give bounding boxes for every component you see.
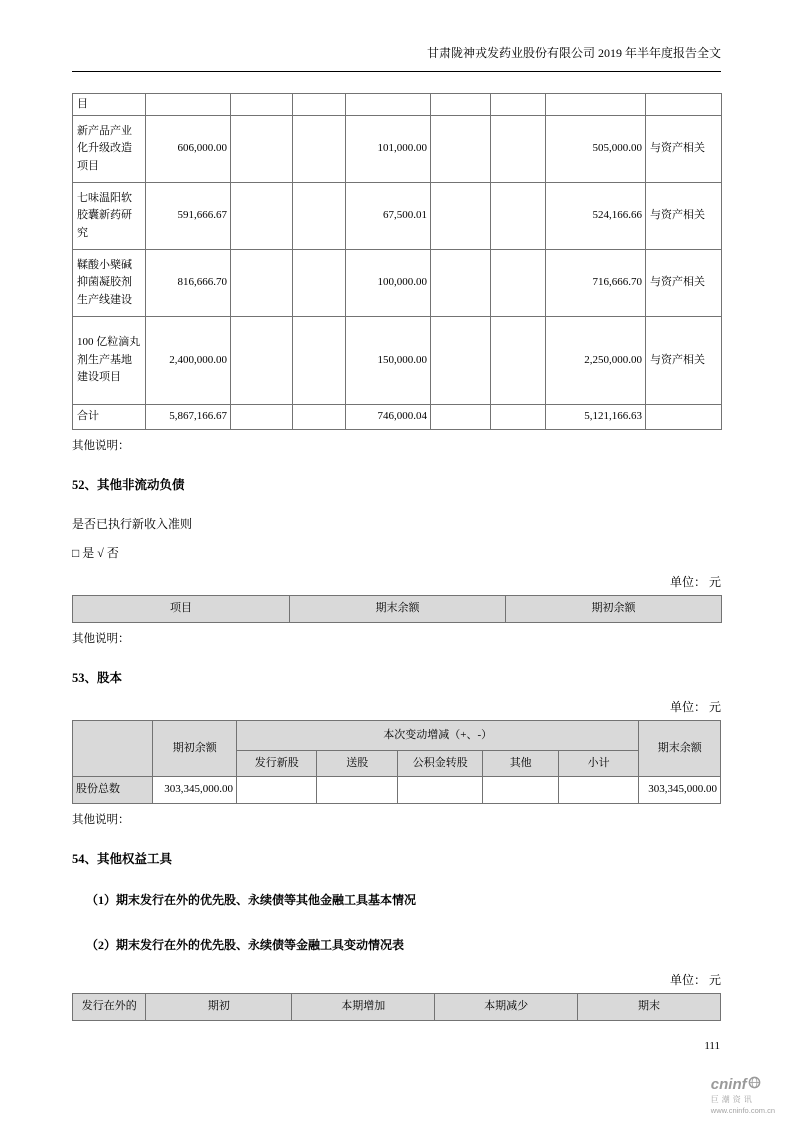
column-header-closing-balance: 期末余额 — [639, 721, 721, 777]
table-row — [73, 777, 721, 804]
closing-amount-cell: 303,345,000.00 — [639, 777, 721, 804]
empty-cell — [317, 777, 397, 804]
empty-cell — [491, 116, 546, 183]
table-header-row — [73, 721, 721, 751]
column-header-bonus-shares: 送股 — [317, 751, 397, 777]
column-header-period-decrease: 本期减少 — [435, 994, 578, 1021]
unit-label: 单位： 元 — [669, 700, 721, 715]
table-row — [73, 250, 722, 317]
empty-cell — [558, 777, 639, 804]
empty-cell — [491, 93, 546, 116]
empty-cell — [431, 116, 491, 183]
column-header-other: 其他 — [483, 751, 558, 777]
decrease-amount-cell: 101,000.00 — [346, 116, 431, 183]
column-header-reserve-conversion: 公积金转股 — [397, 751, 483, 777]
empty-cell — [546, 93, 646, 116]
empty-cell — [231, 317, 293, 405]
equity-instruments-table — [72, 993, 721, 1021]
empty-cell — [231, 405, 293, 430]
carryover-cell: 目 — [73, 93, 146, 116]
empty-cell — [491, 183, 546, 250]
empty-cell — [293, 405, 346, 430]
column-group-change: 本次变动增减（+、-） — [236, 721, 638, 751]
section-52-heading: 52、其他非流动负债 — [72, 478, 185, 493]
section-54-sub1: （1）期末发行在外的优先股、永续债等其他金融工具基本情况 — [86, 893, 417, 908]
total-label-cell: 合计 — [73, 405, 146, 430]
empty-cell — [431, 183, 491, 250]
project-name-cell: 新产品产业化升级改造项目 — [73, 116, 146, 183]
table-row — [73, 93, 722, 116]
table-row — [73, 116, 722, 183]
cninfo-url: www.cninfo.com.cn — [710, 1106, 775, 1115]
closing-amount-cell: 2,250,000.00 — [546, 317, 646, 405]
cninfo-brand-text: cninf — [710, 1075, 747, 1093]
empty-cell — [231, 116, 293, 183]
column-header-closing-balance: 期末余额 — [290, 596, 506, 623]
column-header-opening: 期初 — [146, 994, 292, 1021]
empty-cell — [397, 777, 483, 804]
empty-cell — [491, 405, 546, 430]
closing-amount-cell: 524,166.66 — [546, 183, 646, 250]
empty-cell — [483, 777, 558, 804]
empty-cell — [646, 405, 722, 430]
empty-cell — [491, 317, 546, 405]
unit-label: 单位： 元 — [669, 575, 721, 590]
empty-cell — [646, 93, 722, 116]
other-notes-label: 其他说明： — [72, 440, 130, 453]
other-noncurrent-liabilities-table — [72, 595, 722, 623]
empty-cell — [236, 777, 316, 804]
empty-cell — [293, 250, 346, 317]
report-title: 甘肃陇神戎发药业股份有限公司 2019 年半年度报告全文 — [72, 46, 721, 72]
opening-amount-cell: 303,345,000.00 — [153, 777, 237, 804]
empty-header-cell — [73, 721, 153, 777]
table-header-row — [73, 596, 722, 623]
cninfo-logo — [711, 1076, 775, 1115]
empty-cell — [431, 317, 491, 405]
other-notes-label: 其他说明： — [72, 814, 130, 827]
empty-cell — [293, 317, 346, 405]
column-header-subtotal: 小计 — [558, 751, 639, 777]
section-53-heading: 53、股本 — [72, 671, 123, 686]
row-label-total-shares: 股份总数 — [73, 777, 153, 804]
new-revenue-standard-question: 是否已执行新收入准则 — [72, 517, 193, 532]
empty-cell — [146, 93, 231, 116]
column-header-item: 项目 — [73, 596, 290, 623]
table-header-row — [73, 994, 721, 1021]
other-notes-label: 其他说明： — [72, 633, 130, 646]
column-header-opening-balance: 期初余额 — [506, 596, 722, 623]
related-type-cell: 与资产相关 — [646, 250, 722, 317]
unit-label: 单位： 元 — [669, 973, 721, 988]
table-row — [73, 183, 722, 250]
total-row — [73, 405, 722, 430]
project-name-cell: 七味温阳软胶囊新药研究 — [73, 183, 146, 250]
decrease-amount-cell: 100,000.00 — [346, 250, 431, 317]
closing-amount-cell: 505,000.00 — [546, 116, 646, 183]
related-type-cell: 与资产相关 — [646, 317, 722, 405]
empty-cell — [293, 116, 346, 183]
closing-amount-cell: 716,666.70 — [546, 250, 646, 317]
related-type-cell: 与资产相关 — [646, 183, 722, 250]
empty-cell — [231, 183, 293, 250]
section-54-sub2: （2）期末发行在外的优先股、永续债等金融工具变动情况表 — [86, 938, 405, 953]
empty-cell — [293, 183, 346, 250]
cninfo-logo-row — [711, 1076, 775, 1092]
cninfo-chinese-name: 巨潮资讯 — [710, 1095, 755, 1104]
empty-cell — [346, 93, 431, 116]
related-type-cell: 与资产相关 — [646, 116, 722, 183]
opening-amount-cell: 816,666.70 — [146, 250, 231, 317]
opening-total-cell: 5,867,166.67 — [146, 405, 231, 430]
empty-cell — [431, 250, 491, 317]
column-header-opening-balance: 期初余额 — [153, 721, 237, 777]
table-row — [73, 317, 722, 405]
decrease-amount-cell: 150,000.00 — [346, 317, 431, 405]
opening-amount-cell: 606,000.00 — [146, 116, 231, 183]
decrease-total-cell: 746,000.04 — [346, 405, 431, 430]
empty-cell — [491, 250, 546, 317]
opening-amount-cell: 591,666.67 — [146, 183, 231, 250]
empty-cell — [231, 93, 293, 116]
column-header-closing: 期末 — [578, 994, 721, 1021]
project-name-cell: 鞣酸小檗碱抑菌凝胶剂生产线建设 — [73, 250, 146, 317]
empty-cell — [231, 250, 293, 317]
grants-projects-table — [72, 93, 722, 431]
empty-cell — [431, 405, 491, 430]
column-header-new-shares: 发行新股 — [236, 751, 316, 777]
project-name-cell: 100 亿粒滴丸剂生产基地建设项目 — [73, 317, 146, 405]
section-54-heading: 54、其他权益工具 — [72, 852, 173, 867]
yes-no-checkbox-line: □ 是 √ 否 — [72, 546, 119, 561]
decrease-amount-cell: 67,500.01 — [346, 183, 431, 250]
share-capital-table — [72, 720, 721, 804]
empty-cell — [431, 93, 491, 116]
globe-icon — [748, 1076, 761, 1092]
closing-total-cell: 5,121,166.63 — [546, 405, 646, 430]
column-header-outstanding: 发行在外的 — [73, 994, 146, 1021]
page-number: 111 — [704, 1040, 720, 1052]
column-header-period-increase: 本期增加 — [292, 994, 435, 1021]
opening-amount-cell: 2,400,000.00 — [146, 317, 231, 405]
empty-cell — [293, 93, 346, 116]
